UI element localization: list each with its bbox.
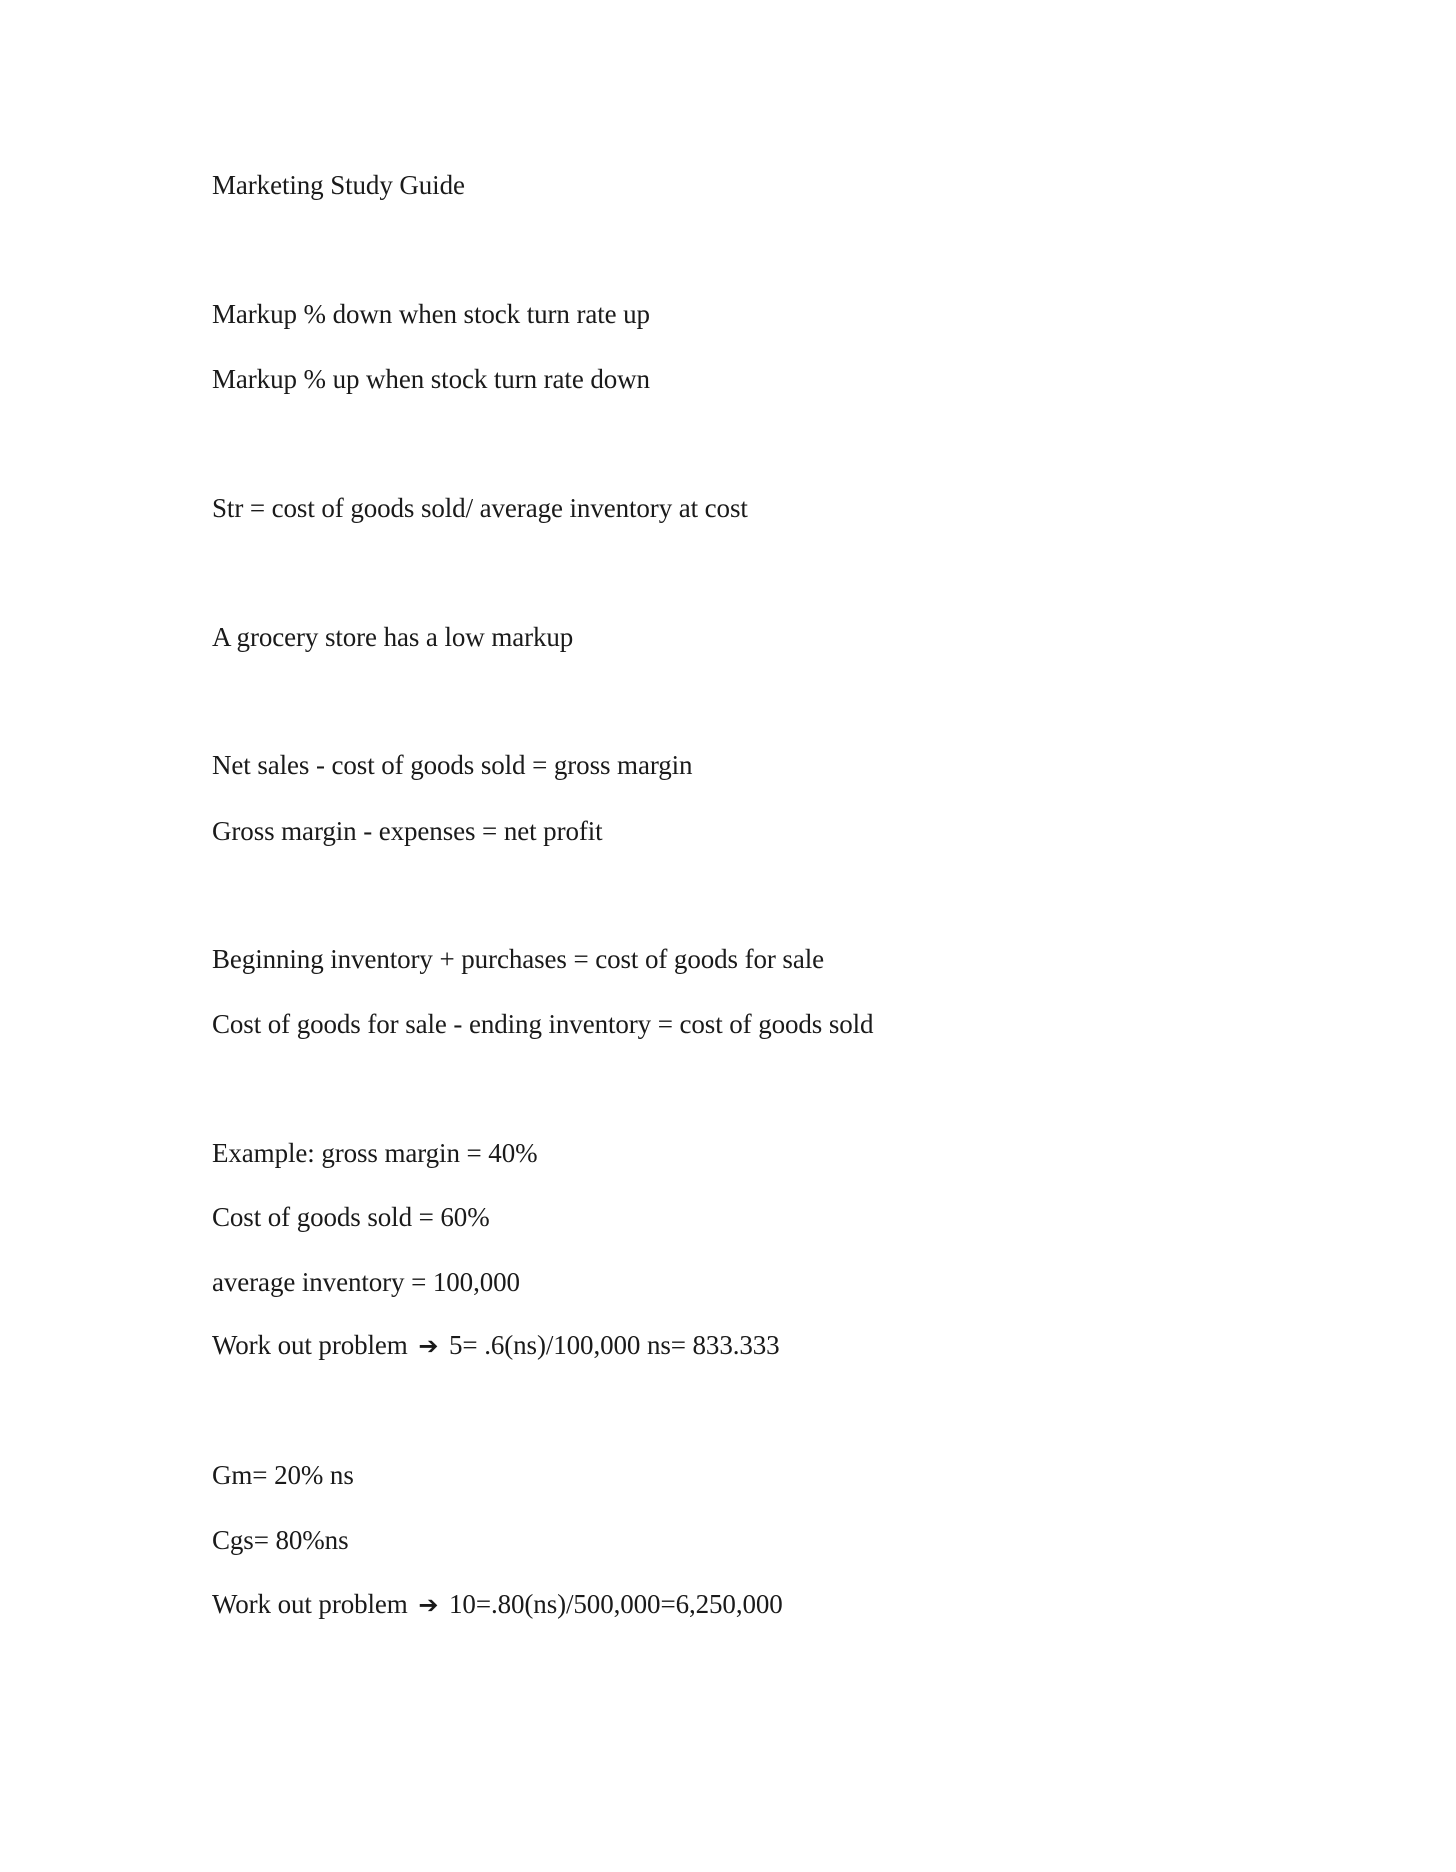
example1-avg-inventory: average inventory = 100,000 [212, 1267, 520, 1297]
str-formula: Str = cost of goods sold/ average inventory at cost [212, 493, 748, 523]
markup-line-2: Markup % up when stock turn rate down [212, 364, 650, 394]
example2-work-line [212, 1588, 783, 1621]
gross-margin-formula: Gross margin - expenses = net profit [212, 816, 603, 846]
work-label: Work out problem [212, 1330, 408, 1360]
document-title: Marketing Study Guide [212, 170, 465, 200]
grocery-note: A grocery store has a low markup [212, 622, 574, 652]
markup-line-1: Markup % down when stock turn rate up [212, 299, 650, 329]
example2-cgs: Cgs= 80%ns [212, 1525, 349, 1555]
work-value: 10=.80(ns)/500,000=6,250,000 [449, 1589, 783, 1619]
right-arrow-icon: ➔ [418, 1591, 439, 1619]
work-label: Work out problem [212, 1589, 408, 1619]
net-sales-formula: Net sales - cost of goods sold = gross margin [212, 750, 693, 780]
work-value: 5= .6(ns)/100,000 ns= 833.333 [449, 1330, 780, 1360]
example2-gm: Gm= 20% ns [212, 1460, 354, 1490]
right-arrow-icon: ➔ [418, 1332, 439, 1360]
example1-gross-margin: Example: gross margin = 40% [212, 1138, 538, 1168]
example1-cogs: Cost of goods sold = 60% [212, 1202, 490, 1232]
beginning-inventory-formula: Beginning inventory + purchases = cost of goods for sale [212, 944, 824, 974]
cogs-formula: Cost of goods for sale - ending inventory = cost of goods sold [212, 1009, 874, 1039]
example1-work-line [212, 1329, 780, 1362]
